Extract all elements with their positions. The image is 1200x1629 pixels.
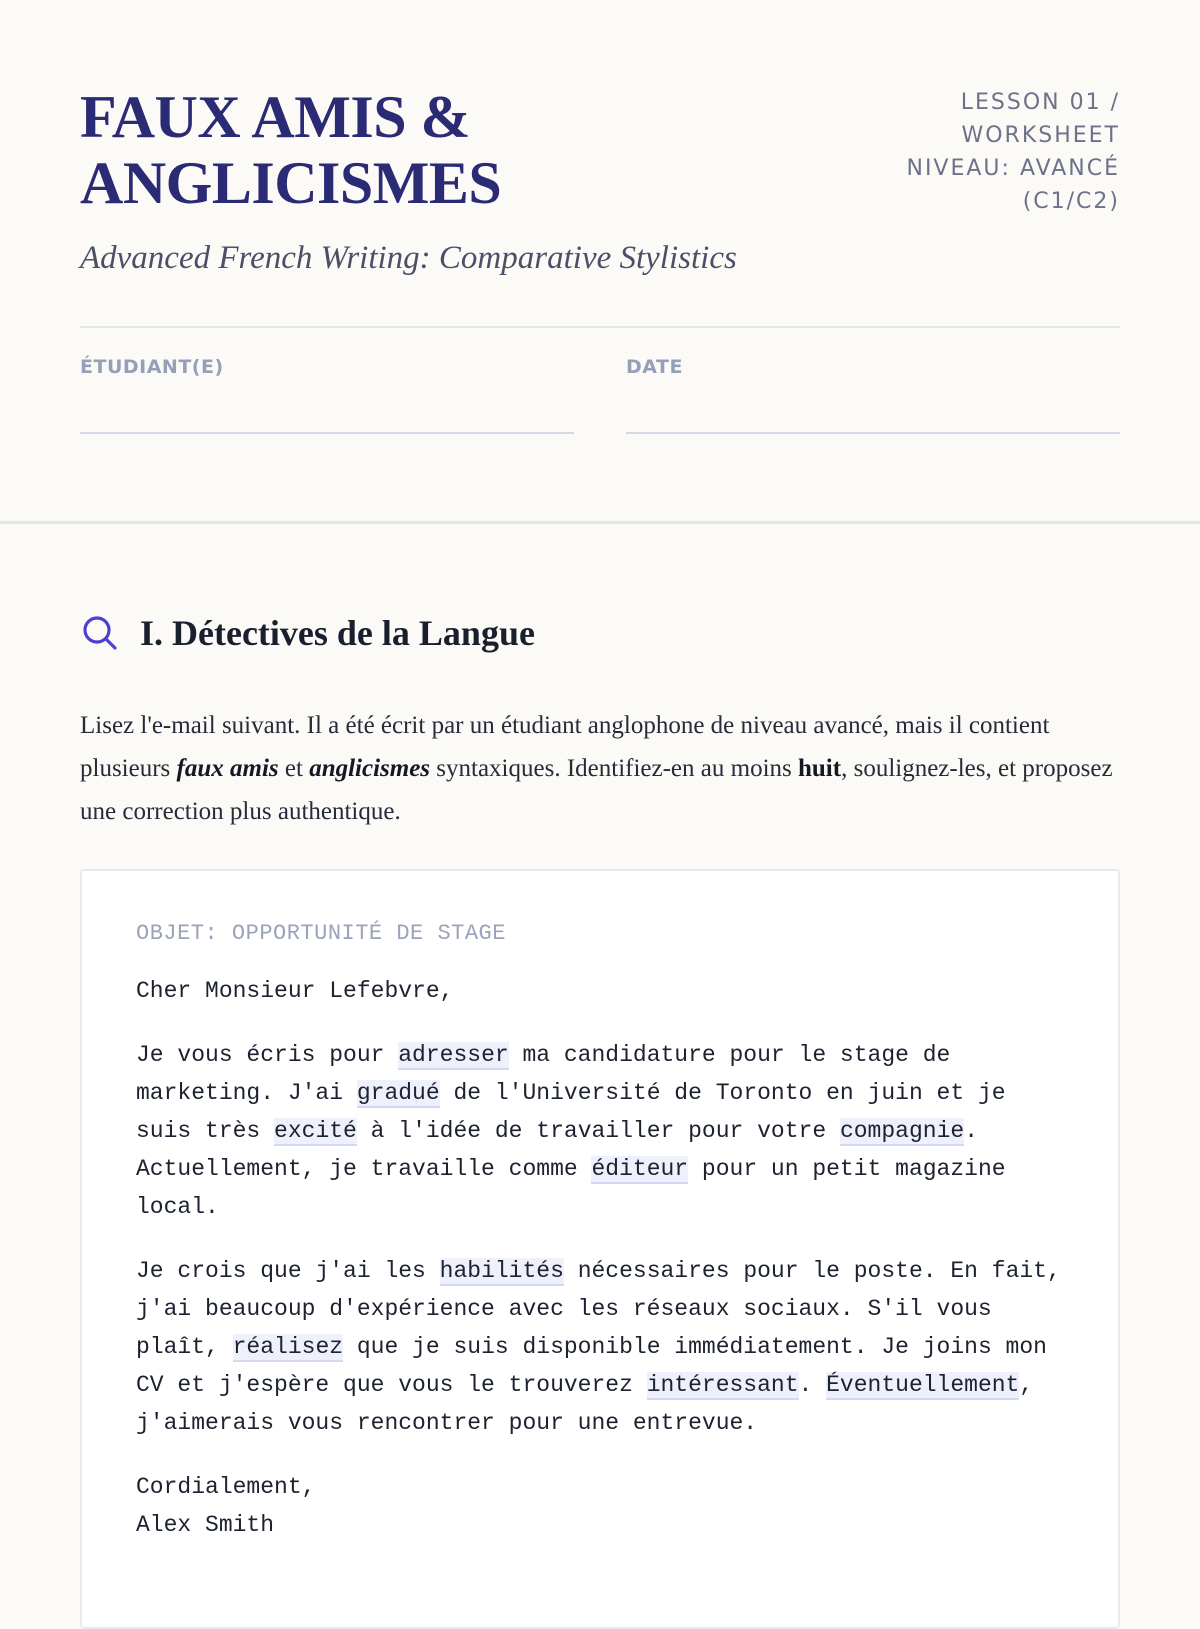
p2-text-2: nécessaires pour le poste. En fait, j'ai beaucoup d'expérience avec les réseaux sociaux. S'il vous plaît, [136, 1258, 1061, 1360]
instr-text-3: syntaxiques. Identifiez-en au moins [430, 755, 798, 782]
p2-text-4: . [798, 1372, 827, 1398]
meta-line-4: (C1/C2) [1022, 189, 1120, 214]
error-word-excite[interactable]: excité [274, 1118, 357, 1144]
page-title [80, 84, 501, 216]
error-word-gradue[interactable]: gradué [356, 1080, 440, 1106]
page-subtitle: Advanced French Writing: Comparative Stylistics [80, 240, 737, 276]
error-word-adresser[interactable]: adresser [398, 1042, 509, 1068]
email-closing: Cordialement, [136, 1474, 316, 1500]
email-closing-block [136, 1468, 1064, 1544]
error-word-eventuellement[interactable]: Éventuellement [826, 1372, 1020, 1398]
lesson-meta [880, 86, 1120, 218]
p1-text-6: pour un petit magazine local. [136, 1156, 1006, 1220]
student-info-fields [80, 356, 1120, 434]
p1-text-4: à l'idée de travailler pour votre [356, 1118, 840, 1144]
error-word-editeur[interactable]: éditeur [591, 1156, 689, 1182]
email-paragraph-1 [136, 1036, 1064, 1226]
section-title: I. Détectives de la Langue [140, 613, 535, 653]
instr-text-2: et [278, 755, 310, 782]
p1-text-5: . Actuellement, je travaille comme [136, 1118, 978, 1182]
date-label: DATE [626, 356, 683, 378]
error-word-compagnie[interactable]: compagnie [839, 1118, 965, 1144]
instr-text-4: , soulignez-les, et proposez une correction plus authentique. [80, 755, 1113, 825]
error-word-realisez[interactable]: réalisez [232, 1334, 344, 1360]
title-line-1: FAUX AMIS & [80, 84, 471, 150]
meta-line-3: NIVEAU: AVANCÉ [906, 156, 1120, 181]
p1-text-3: de l'Université de Toronto en juin et je suis très [136, 1080, 1006, 1144]
date-field[interactable] [626, 356, 1120, 434]
meta-line-1: LESSON 01 / [960, 90, 1120, 115]
instr-anglicismes: anglicismes [309, 755, 431, 782]
meta-line-2: WORKSHEET [961, 123, 1120, 148]
error-word-habilites[interactable]: habilités [439, 1258, 564, 1284]
student-label: ÉTUDIANT(E) [80, 356, 224, 378]
instr-text-1: Lisez l'e-mail suivant. Il a été écrit par un étudiant anglophone de niveau avancé, mais il contient plusieurs [80, 712, 1050, 782]
p1-text-2: ma candidature pour le stage de marketing. J'ai [136, 1042, 951, 1106]
email-paragraph-2 [136, 1252, 1064, 1442]
magnifier-icon [80, 613, 120, 653]
email-sample [80, 869, 1120, 1629]
section-detectives [80, 600, 1120, 833]
section-heading [80, 600, 1120, 666]
p2-text-3: que je suis disponible immédiatement. Je joins mon CV et j'espère que vous le trouverez [136, 1334, 1047, 1398]
student-input-line[interactable] [80, 432, 574, 434]
instr-huit: huit [798, 755, 842, 782]
title-line-2: ANGLICISMES [80, 150, 502, 216]
email-subject: OBJET: OPPORTUNITÉ DE STAGE [136, 921, 506, 946]
instr-faux-amis: faux amis [176, 755, 279, 782]
email-greeting: Cher Monsieur Lefebvre, [136, 978, 454, 1004]
section-instructions [80, 704, 1120, 833]
p2-text-5: , j'aimerais vous rencontrer pour une entrevue. [136, 1372, 1034, 1436]
email-signature: Alex Smith [136, 1512, 275, 1538]
date-input-line[interactable] [626, 432, 1120, 434]
header-divider [80, 326, 1120, 328]
p2-text-1: Je crois que j'ai les [136, 1258, 440, 1284]
p1-text-1: Je vous écris pour [136, 1042, 399, 1068]
section-divider [0, 521, 1200, 524]
error-word-interessant[interactable]: intéressant [646, 1372, 799, 1398]
student-field[interactable] [80, 356, 574, 434]
